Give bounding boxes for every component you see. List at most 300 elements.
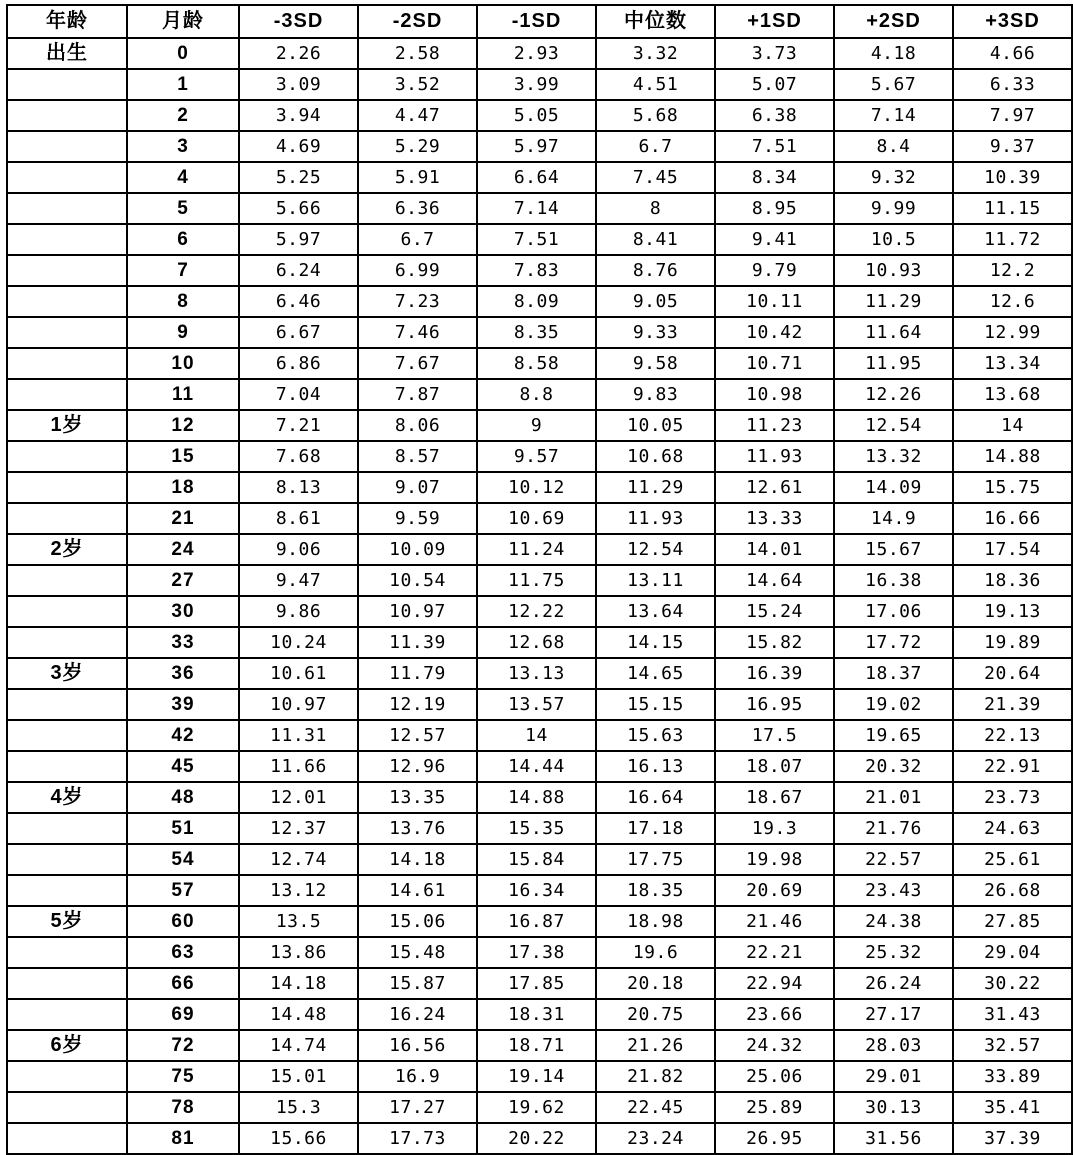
value-cell: 9.99 (834, 193, 953, 224)
value-cell: 13.34 (953, 348, 1072, 379)
table-row (7, 1092, 1072, 1123)
table-row (7, 534, 1072, 565)
value-cell: 12.57 (358, 720, 477, 751)
table-row (7, 69, 1072, 100)
value-cell: 12.26 (834, 379, 953, 410)
month-cell: 7 (127, 255, 239, 286)
age-cell-empty (7, 844, 127, 875)
value-cell: 14.18 (239, 968, 358, 999)
value-cell: 3.73 (715, 38, 834, 69)
value-cell: 7.45 (596, 162, 715, 193)
growth-reference-table (6, 4, 1073, 1155)
month-cell: 0 (127, 38, 239, 69)
age-cell-empty (7, 69, 127, 100)
value-cell: 26.68 (953, 875, 1072, 906)
value-cell: 8.34 (715, 162, 834, 193)
value-cell: 13.76 (358, 813, 477, 844)
value-cell: 12.68 (477, 627, 596, 658)
value-cell: 11.31 (239, 720, 358, 751)
month-cell: 81 (127, 1123, 239, 1154)
value-cell: 8.4 (834, 131, 953, 162)
value-cell: 31.56 (834, 1123, 953, 1154)
value-cell: 18.36 (953, 565, 1072, 596)
value-cell: 16.66 (953, 503, 1072, 534)
value-cell: 8.35 (477, 317, 596, 348)
value-cell: 16.34 (477, 875, 596, 906)
value-cell: 10.68 (596, 441, 715, 472)
age-cell-empty (7, 503, 127, 534)
table-row (7, 410, 1072, 441)
value-cell: 10.11 (715, 286, 834, 317)
table-row (7, 937, 1072, 968)
value-cell: 5.25 (239, 162, 358, 193)
value-cell: 10.12 (477, 472, 596, 503)
table-row (7, 906, 1072, 937)
age-cell-empty (7, 813, 127, 844)
month-cell: 42 (127, 720, 239, 751)
month-cell: 51 (127, 813, 239, 844)
value-cell: 11.79 (358, 658, 477, 689)
month-cell: 78 (127, 1092, 239, 1123)
value-cell: 10.24 (239, 627, 358, 658)
month-cell: 12 (127, 410, 239, 441)
value-cell: 5.67 (834, 69, 953, 100)
value-cell: 13.33 (715, 503, 834, 534)
value-cell: 22.21 (715, 937, 834, 968)
value-cell: 7.51 (477, 224, 596, 255)
value-cell: 14.9 (834, 503, 953, 534)
month-cell: 6 (127, 224, 239, 255)
value-cell: 18.67 (715, 782, 834, 813)
value-cell: 15.06 (358, 906, 477, 937)
value-cell: 16.13 (596, 751, 715, 782)
month-cell: 33 (127, 627, 239, 658)
value-cell: 17.38 (477, 937, 596, 968)
table-row (7, 844, 1072, 875)
value-cell: 7.14 (477, 193, 596, 224)
value-cell: 10.98 (715, 379, 834, 410)
value-cell: 12.96 (358, 751, 477, 782)
value-cell: 6.99 (358, 255, 477, 286)
age-cell-empty (7, 1092, 127, 1123)
value-cell: 3.09 (239, 69, 358, 100)
value-cell: 20.18 (596, 968, 715, 999)
value-cell: 22.91 (953, 751, 1072, 782)
value-cell: 3.99 (477, 69, 596, 100)
value-cell: 8.95 (715, 193, 834, 224)
value-cell: 11.24 (477, 534, 596, 565)
table-row (7, 224, 1072, 255)
month-cell: 11 (127, 379, 239, 410)
value-cell: 23.43 (834, 875, 953, 906)
table-row (7, 658, 1072, 689)
value-cell: 13.11 (596, 565, 715, 596)
value-cell: 19.98 (715, 844, 834, 875)
column-header-minus1sd: -1SD (477, 5, 596, 38)
value-cell: 25.32 (834, 937, 953, 968)
table-row (7, 255, 1072, 286)
value-cell: 14.61 (358, 875, 477, 906)
value-cell: 10.69 (477, 503, 596, 534)
value-cell: 21.76 (834, 813, 953, 844)
value-cell: 22.45 (596, 1092, 715, 1123)
value-cell: 15.48 (358, 937, 477, 968)
value-cell: 9.59 (358, 503, 477, 534)
value-cell: 17.5 (715, 720, 834, 751)
age-cell-empty (7, 379, 127, 410)
value-cell: 16.9 (358, 1061, 477, 1092)
value-cell: 2.26 (239, 38, 358, 69)
value-cell: 4.69 (239, 131, 358, 162)
age-cell-empty (7, 751, 127, 782)
value-cell: 14.64 (715, 565, 834, 596)
table-row (7, 1061, 1072, 1092)
table-row (7, 317, 1072, 348)
age-cell-empty (7, 348, 127, 379)
month-cell: 15 (127, 441, 239, 472)
value-cell: 29.04 (953, 937, 1072, 968)
value-cell: 3.32 (596, 38, 715, 69)
month-cell: 36 (127, 658, 239, 689)
value-cell: 14.65 (596, 658, 715, 689)
value-cell: 11.72 (953, 224, 1072, 255)
table-row (7, 1123, 1072, 1154)
value-cell: 19.3 (715, 813, 834, 844)
value-cell: 4.51 (596, 69, 715, 100)
value-cell: 11.23 (715, 410, 834, 441)
value-cell: 3.52 (358, 69, 477, 100)
value-cell: 9.32 (834, 162, 953, 193)
value-cell: 26.24 (834, 968, 953, 999)
month-cell: 2 (127, 100, 239, 131)
value-cell: 15.87 (358, 968, 477, 999)
value-cell: 21.01 (834, 782, 953, 813)
header-row (7, 5, 1072, 38)
value-cell: 12.74 (239, 844, 358, 875)
value-cell: 7.04 (239, 379, 358, 410)
value-cell: 13.32 (834, 441, 953, 472)
value-cell: 23.24 (596, 1123, 715, 1154)
value-cell: 10.5 (834, 224, 953, 255)
value-cell: 15.3 (239, 1092, 358, 1123)
table-row (7, 782, 1072, 813)
value-cell: 6.86 (239, 348, 358, 379)
month-cell: 45 (127, 751, 239, 782)
value-cell: 25.89 (715, 1092, 834, 1123)
value-cell: 9.07 (358, 472, 477, 503)
value-cell: 11.75 (477, 565, 596, 596)
table-row (7, 131, 1072, 162)
value-cell: 10.42 (715, 317, 834, 348)
value-cell: 7.46 (358, 317, 477, 348)
month-cell: 1 (127, 69, 239, 100)
value-cell: 9.83 (596, 379, 715, 410)
value-cell: 16.56 (358, 1030, 477, 1061)
value-cell: 16.24 (358, 999, 477, 1030)
month-cell: 75 (127, 1061, 239, 1092)
value-cell: 7.97 (953, 100, 1072, 131)
value-cell: 5.07 (715, 69, 834, 100)
value-cell: 20.64 (953, 658, 1072, 689)
value-cell: 19.6 (596, 937, 715, 968)
age-cell: 3岁 (7, 658, 127, 689)
value-cell: 7.83 (477, 255, 596, 286)
age-cell-empty (7, 100, 127, 131)
age-cell-empty (7, 317, 127, 348)
value-cell: 5.97 (239, 224, 358, 255)
value-cell: 7.23 (358, 286, 477, 317)
value-cell: 7.68 (239, 441, 358, 472)
value-cell: 12.19 (358, 689, 477, 720)
value-cell: 15.75 (953, 472, 1072, 503)
value-cell: 19.14 (477, 1061, 596, 1092)
value-cell: 2.93 (477, 38, 596, 69)
value-cell: 18.37 (834, 658, 953, 689)
value-cell: 14.88 (953, 441, 1072, 472)
value-cell: 9 (477, 410, 596, 441)
month-cell: 60 (127, 906, 239, 937)
value-cell: 14.18 (358, 844, 477, 875)
value-cell: 7.87 (358, 379, 477, 410)
table-row (7, 348, 1072, 379)
value-cell: 10.39 (953, 162, 1072, 193)
value-cell: 15.01 (239, 1061, 358, 1092)
value-cell: 6.36 (358, 193, 477, 224)
value-cell: 14 (477, 720, 596, 751)
value-cell: 8.61 (239, 503, 358, 534)
value-cell: 7.14 (834, 100, 953, 131)
value-cell: 35.41 (953, 1092, 1072, 1123)
value-cell: 25.61 (953, 844, 1072, 875)
value-cell: 6.33 (953, 69, 1072, 100)
value-cell: 8.8 (477, 379, 596, 410)
column-header-minus3sd: -3SD (239, 5, 358, 38)
value-cell: 16.64 (596, 782, 715, 813)
value-cell: 12.6 (953, 286, 1072, 317)
age-cell: 6岁 (7, 1030, 127, 1061)
value-cell: 13.35 (358, 782, 477, 813)
value-cell: 9.06 (239, 534, 358, 565)
value-cell: 12.54 (834, 410, 953, 441)
value-cell: 4.18 (834, 38, 953, 69)
value-cell: 10.97 (358, 596, 477, 627)
value-cell: 19.02 (834, 689, 953, 720)
value-cell: 18.35 (596, 875, 715, 906)
value-cell: 8 (596, 193, 715, 224)
table-row (7, 689, 1072, 720)
month-cell: 3 (127, 131, 239, 162)
month-cell: 54 (127, 844, 239, 875)
value-cell: 5.91 (358, 162, 477, 193)
value-cell: 12.61 (715, 472, 834, 503)
age-cell-empty (7, 968, 127, 999)
age-cell-empty (7, 720, 127, 751)
value-cell: 8.57 (358, 441, 477, 472)
table-row (7, 162, 1072, 193)
value-cell: 14.74 (239, 1030, 358, 1061)
value-cell: 26.95 (715, 1123, 834, 1154)
table-row (7, 720, 1072, 751)
value-cell: 2.58 (358, 38, 477, 69)
value-cell: 8.41 (596, 224, 715, 255)
value-cell: 15.66 (239, 1123, 358, 1154)
value-cell: 9.57 (477, 441, 596, 472)
value-cell: 19.65 (834, 720, 953, 751)
value-cell: 10.97 (239, 689, 358, 720)
value-cell: 8.13 (239, 472, 358, 503)
value-cell: 3.94 (239, 100, 358, 131)
value-cell: 5.97 (477, 131, 596, 162)
table-row (7, 472, 1072, 503)
month-cell: 30 (127, 596, 239, 627)
value-cell: 6.64 (477, 162, 596, 193)
value-cell: 15.84 (477, 844, 596, 875)
value-cell: 13.5 (239, 906, 358, 937)
value-cell: 15.63 (596, 720, 715, 751)
age-cell-empty (7, 627, 127, 658)
table-row (7, 999, 1072, 1030)
age-cell-empty (7, 596, 127, 627)
table-row (7, 813, 1072, 844)
value-cell: 13.64 (596, 596, 715, 627)
age-cell: 出生 (7, 38, 127, 69)
table-row (7, 627, 1072, 658)
value-cell: 23.66 (715, 999, 834, 1030)
age-cell-empty (7, 937, 127, 968)
age-cell-empty (7, 286, 127, 317)
age-cell-empty (7, 224, 127, 255)
value-cell: 22.57 (834, 844, 953, 875)
value-cell: 11.93 (715, 441, 834, 472)
value-cell: 10.05 (596, 410, 715, 441)
column-header-plus3sd: +3SD (953, 5, 1072, 38)
value-cell: 13.86 (239, 937, 358, 968)
value-cell: 11.95 (834, 348, 953, 379)
month-cell: 66 (127, 968, 239, 999)
value-cell: 17.54 (953, 534, 1072, 565)
table-body (7, 38, 1072, 1154)
value-cell: 9.86 (239, 596, 358, 627)
month-cell: 5 (127, 193, 239, 224)
value-cell: 15.15 (596, 689, 715, 720)
value-cell: 17.73 (358, 1123, 477, 1154)
value-cell: 17.27 (358, 1092, 477, 1123)
value-cell: 24.38 (834, 906, 953, 937)
age-cell: 5岁 (7, 906, 127, 937)
value-cell: 11.64 (834, 317, 953, 348)
value-cell: 10.54 (358, 565, 477, 596)
value-cell: 9.79 (715, 255, 834, 286)
table-row (7, 100, 1072, 131)
value-cell: 6.67 (239, 317, 358, 348)
age-cell-empty (7, 472, 127, 503)
month-cell: 4 (127, 162, 239, 193)
value-cell: 14.01 (715, 534, 834, 565)
age-cell: 2岁 (7, 534, 127, 565)
value-cell: 18.71 (477, 1030, 596, 1061)
value-cell: 10.09 (358, 534, 477, 565)
value-cell: 7.67 (358, 348, 477, 379)
month-cell: 72 (127, 1030, 239, 1061)
table-header (7, 5, 1072, 38)
age-cell-empty (7, 131, 127, 162)
age-cell-empty (7, 875, 127, 906)
table-row (7, 968, 1072, 999)
value-cell: 17.85 (477, 968, 596, 999)
value-cell: 29.01 (834, 1061, 953, 1092)
value-cell: 13.12 (239, 875, 358, 906)
value-cell: 18.31 (477, 999, 596, 1030)
value-cell: 12.37 (239, 813, 358, 844)
month-cell: 57 (127, 875, 239, 906)
age-cell-empty (7, 193, 127, 224)
value-cell: 21.26 (596, 1030, 715, 1061)
value-cell: 14.48 (239, 999, 358, 1030)
value-cell: 7.51 (715, 131, 834, 162)
age-cell-empty (7, 689, 127, 720)
value-cell: 14.44 (477, 751, 596, 782)
value-cell: 24.63 (953, 813, 1072, 844)
column-header-median: 中位数 (596, 5, 715, 38)
column-header-age: 年龄 (7, 5, 127, 38)
value-cell: 9.37 (953, 131, 1072, 162)
value-cell: 10.71 (715, 348, 834, 379)
value-cell: 20.69 (715, 875, 834, 906)
column-header-month: 月龄 (127, 5, 239, 38)
value-cell: 19.89 (953, 627, 1072, 658)
value-cell: 15.24 (715, 596, 834, 627)
table-row (7, 1030, 1072, 1061)
age-cell-empty (7, 999, 127, 1030)
value-cell: 33.89 (953, 1061, 1072, 1092)
value-cell: 12.2 (953, 255, 1072, 286)
value-cell: 22.13 (953, 720, 1072, 751)
age-cell-empty (7, 162, 127, 193)
age-cell-empty (7, 1123, 127, 1154)
value-cell: 5.66 (239, 193, 358, 224)
value-cell: 23.73 (953, 782, 1072, 813)
value-cell: 18.07 (715, 751, 834, 782)
value-cell: 6.7 (596, 131, 715, 162)
value-cell: 8.76 (596, 255, 715, 286)
age-cell-empty (7, 441, 127, 472)
value-cell: 16.38 (834, 565, 953, 596)
value-cell: 9.33 (596, 317, 715, 348)
value-cell: 15.35 (477, 813, 596, 844)
value-cell: 6.46 (239, 286, 358, 317)
value-cell: 5.29 (358, 131, 477, 162)
table-row (7, 379, 1072, 410)
month-cell: 48 (127, 782, 239, 813)
age-cell-empty (7, 1061, 127, 1092)
value-cell: 37.39 (953, 1123, 1072, 1154)
month-cell: 27 (127, 565, 239, 596)
value-cell: 6.38 (715, 100, 834, 131)
value-cell: 9.58 (596, 348, 715, 379)
value-cell: 12.54 (596, 534, 715, 565)
value-cell: 15.82 (715, 627, 834, 658)
value-cell: 12.99 (953, 317, 1072, 348)
value-cell: 30.13 (834, 1092, 953, 1123)
value-cell: 14 (953, 410, 1072, 441)
value-cell: 11.29 (834, 286, 953, 317)
age-cell-empty (7, 565, 127, 596)
value-cell: 5.68 (596, 100, 715, 131)
value-cell: 21.39 (953, 689, 1072, 720)
value-cell: 14.88 (477, 782, 596, 813)
value-cell: 20.32 (834, 751, 953, 782)
value-cell: 17.18 (596, 813, 715, 844)
